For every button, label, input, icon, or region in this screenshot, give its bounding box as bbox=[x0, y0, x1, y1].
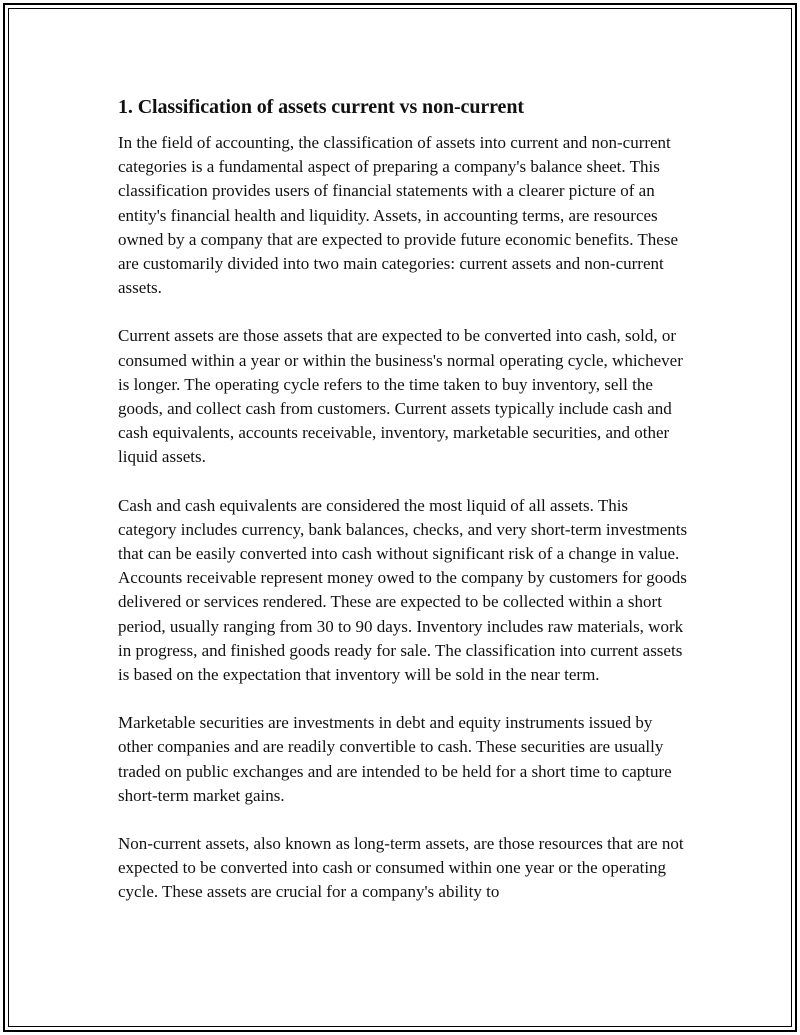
paragraph-current-assets: Current assets are those assets that are expected to be converted into cash, sold, or consumed within a year or within the business's normal operating cycle, whichever is longer. The operating cycle refers to the time taken to buy inventory, sell the goods, and collect cash from customers. Current assets typically include cash and cash equivalents, accounts receivable, inventory, marketable securities, and other liquid assets. bbox=[118, 326, 683, 467]
document-body bbox=[118, 94, 688, 929]
paragraph-marketable-securities: Marketable securities are investments in debt and equity instruments issued by other companies and are readily convertible to cash. These securities are usually traded on public exchanges and are intended to be held for a short time to capture short-term market gains. bbox=[118, 713, 672, 805]
paragraph-cash-equivalents: Cash and cash equivalents are considered the most liquid of all assets. This category includes currency, bank balances, checks, and very short-term investments that can be easily converted into cash without significant risk of a change in value. Accounts receivable represent money owed to the company by customers for goods delivered or services rendered. These are expected to be collected within a short period, usually ranging from 30 to 90 days. Inventory includes raw materials, work in progress, and finished goods ready for sale. The classification into current assets is based on the expectation that inventory will be sold in the near term. bbox=[118, 495, 688, 685]
paragraph-non-current-assets: Non-current assets, also known as long-term assets, are those resources that are not expected to be converted into cash or consumed within one year or the operating cycle. These assets are crucial for a company's ability to bbox=[118, 834, 684, 902]
section-heading: 1. Classification of assets current vs non-current bbox=[118, 96, 524, 118]
paragraph-intro: In the field of accounting, the classification of assets into current and non-current categories is a fundamental aspect of preparing a company's balance sheet. This classification provides users of financial statements with a clearer picture of an entity's financial health and liquidity. Assets, in accounting terms, are resources owned by a company that are expected to provide future economic benefits. These are customarily divided into two main categories: current assets and non-current assets. bbox=[118, 133, 679, 298]
